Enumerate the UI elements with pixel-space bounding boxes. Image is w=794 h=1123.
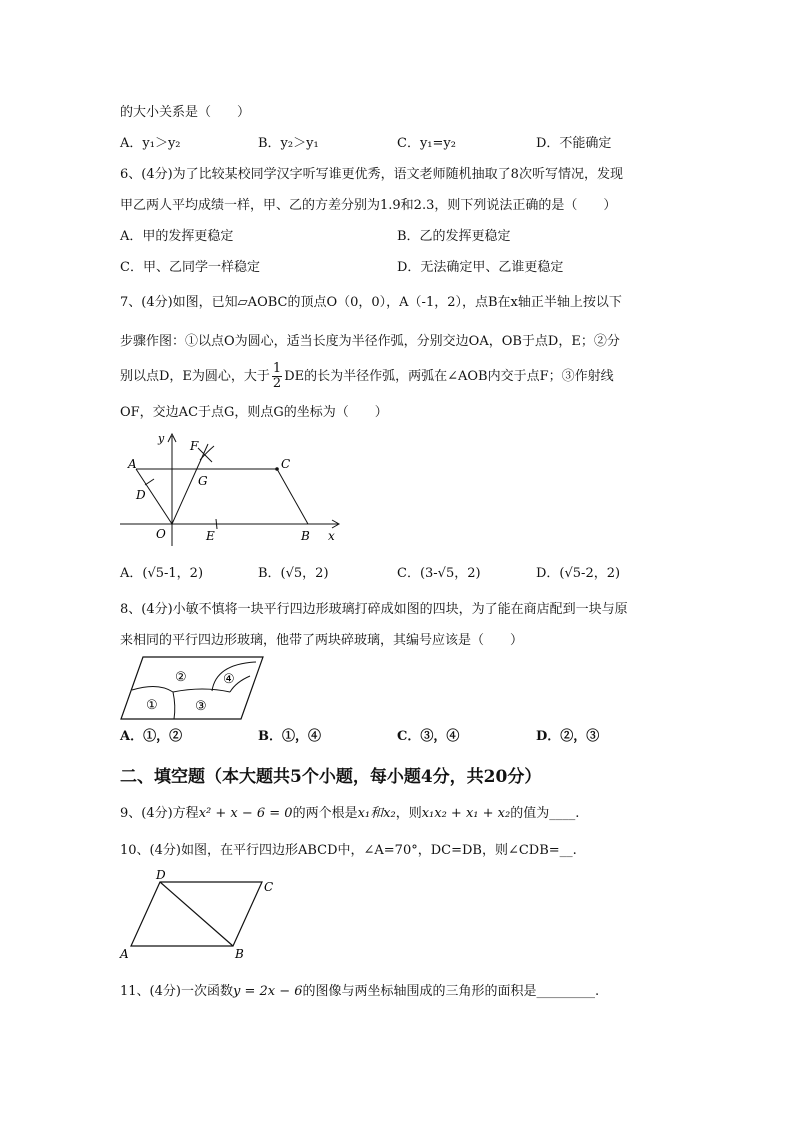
q10-line: 10、(4分)如图，在平行四边形ABCD中，∠A=70°，DC=DB，则∠CDB=__. xyxy=(120,843,577,858)
q11-pre: 11、(4分)一次函数 xyxy=(120,984,233,999)
fraction-numerator: 1 xyxy=(272,361,282,376)
label-a: A xyxy=(120,947,129,961)
q9-line xyxy=(120,805,579,823)
arc-mark-f-2 xyxy=(200,446,214,460)
label-e: E xyxy=(206,529,215,543)
q8-glass-figure xyxy=(118,654,268,722)
q8-line-2: 来相同的平行四边形玻璃，他带了两块碎玻璃，其编号应该是（ ） xyxy=(120,633,524,648)
q8-line-1: 8、(4分)小敏不慎将一块平行四边形玻璃打碎成如图的四块，为了能在商店配到一块与原 xyxy=(120,602,628,617)
q5-option-b: B．y₂＞y₁ xyxy=(258,136,319,151)
q7-line-1: 7、(4分)如图，已知▱AOBC的顶点O（0，0），A（-1，2），点B在x轴正半轴上按以下 xyxy=(120,295,622,310)
label-b: B xyxy=(235,947,244,961)
segment-cb xyxy=(277,469,308,524)
q7-option-a: A．(√5-1，2) xyxy=(120,566,204,581)
arc-mark-e xyxy=(216,519,217,529)
label-a: A xyxy=(128,457,137,471)
q5-stem-tail: 的大小关系是（ ） xyxy=(120,105,251,120)
q9-mid: 的两个根是 xyxy=(292,806,358,821)
q11-line xyxy=(120,983,599,1001)
q7-option-d: D．(√5-2，2) xyxy=(536,566,621,581)
q9-pre: 9、(4分)方程 xyxy=(120,806,199,821)
piece-1-label: ① xyxy=(146,698,158,713)
label-g: G xyxy=(198,474,208,488)
q7-line-3 xyxy=(120,360,614,394)
q7-line-2: 步骤作图：①以点O为圆心，适当长度为半径作弧，分别交边OA，OB于点D，E；②分 xyxy=(120,334,620,349)
q6-option-d: D．无法确定甲、乙谁更稳定 xyxy=(397,260,564,275)
glass-outline xyxy=(121,657,263,719)
q9-equation: x² + x − 6 = 0 xyxy=(198,806,293,821)
label-y: y xyxy=(158,432,165,445)
q5-option-c: C．y₁=y₂ xyxy=(397,136,456,151)
half-fraction xyxy=(272,362,282,391)
q9-expression: x₁x₂ + x₁ + x₂ xyxy=(421,806,511,821)
piece-2-label: ② xyxy=(175,670,187,685)
q9-post: 的值为____. xyxy=(510,806,580,821)
q7-line-4: OF，交边AC于点G，则点G的坐标为（ ） xyxy=(120,405,388,420)
q10-figure xyxy=(115,868,285,963)
q6-option-b: B．乙的发挥更稳定 xyxy=(397,229,511,244)
q8-option-a: A．①，② xyxy=(120,729,183,744)
arc-mark-d xyxy=(145,479,154,485)
q6-option-a: A．甲的发挥更稳定 xyxy=(120,229,234,244)
q6-line-1: 6、(4分)为了比较某校同学汉字听写谁更优秀，语文老师随机抽取了8次听写情况，发现 xyxy=(120,167,623,182)
q8-option-c: C．③，④ xyxy=(397,729,460,744)
q6-option-c: C．甲、乙同学一样稳定 xyxy=(120,260,260,275)
q11-equation: y = 2x − 6 xyxy=(232,984,303,999)
section-2-title: 二、填空题（本大题共5个小题，每小题4分，共20分） xyxy=(120,767,542,787)
q7-line-3-pre: 别以点D，E为圆心，大于 xyxy=(120,369,270,384)
label-f: F xyxy=(190,439,199,453)
label-c: C xyxy=(281,457,291,471)
q5-option-a: A．y₁＞y₂ xyxy=(120,136,181,151)
label-d: D xyxy=(156,868,166,882)
point-c xyxy=(275,467,279,471)
piece-4-label: ④ xyxy=(223,672,235,687)
crack-2 xyxy=(173,689,230,692)
label-b: B xyxy=(301,529,310,543)
q8-option-b: B．①，④ xyxy=(258,729,321,744)
diagonal-db xyxy=(160,882,233,946)
q9-roots: x₁和x₂ xyxy=(357,806,396,821)
q11-post: 的图像与两坐标轴围成的三角形的面积是_________. xyxy=(302,984,600,999)
q7-figure xyxy=(110,428,350,553)
piece-3-label: ③ xyxy=(195,699,207,714)
q9-mid2: ，则 xyxy=(395,806,422,821)
label-c: C xyxy=(264,880,274,894)
fraction-denominator: 2 xyxy=(272,376,282,391)
q7-option-b: B．(√5，2) xyxy=(258,566,329,581)
label-d: D xyxy=(136,488,146,502)
q8-option-d: D．②，③ xyxy=(536,729,600,744)
label-x: x xyxy=(328,529,335,543)
q7-option-c: C．(3-√5，2) xyxy=(397,566,481,581)
q6-line-2: 甲乙两人平均成绩一样，甲、乙的方差分别为1.9和2.3，则下列说法正确的是（ ） xyxy=(120,198,617,213)
label-o: O xyxy=(156,527,166,541)
q5-option-d: D．不能确定 xyxy=(536,136,612,151)
q7-line-3-post: DE的长为半径作弧，两弧在∠AOB内交于点F；③作射线 xyxy=(284,369,614,384)
